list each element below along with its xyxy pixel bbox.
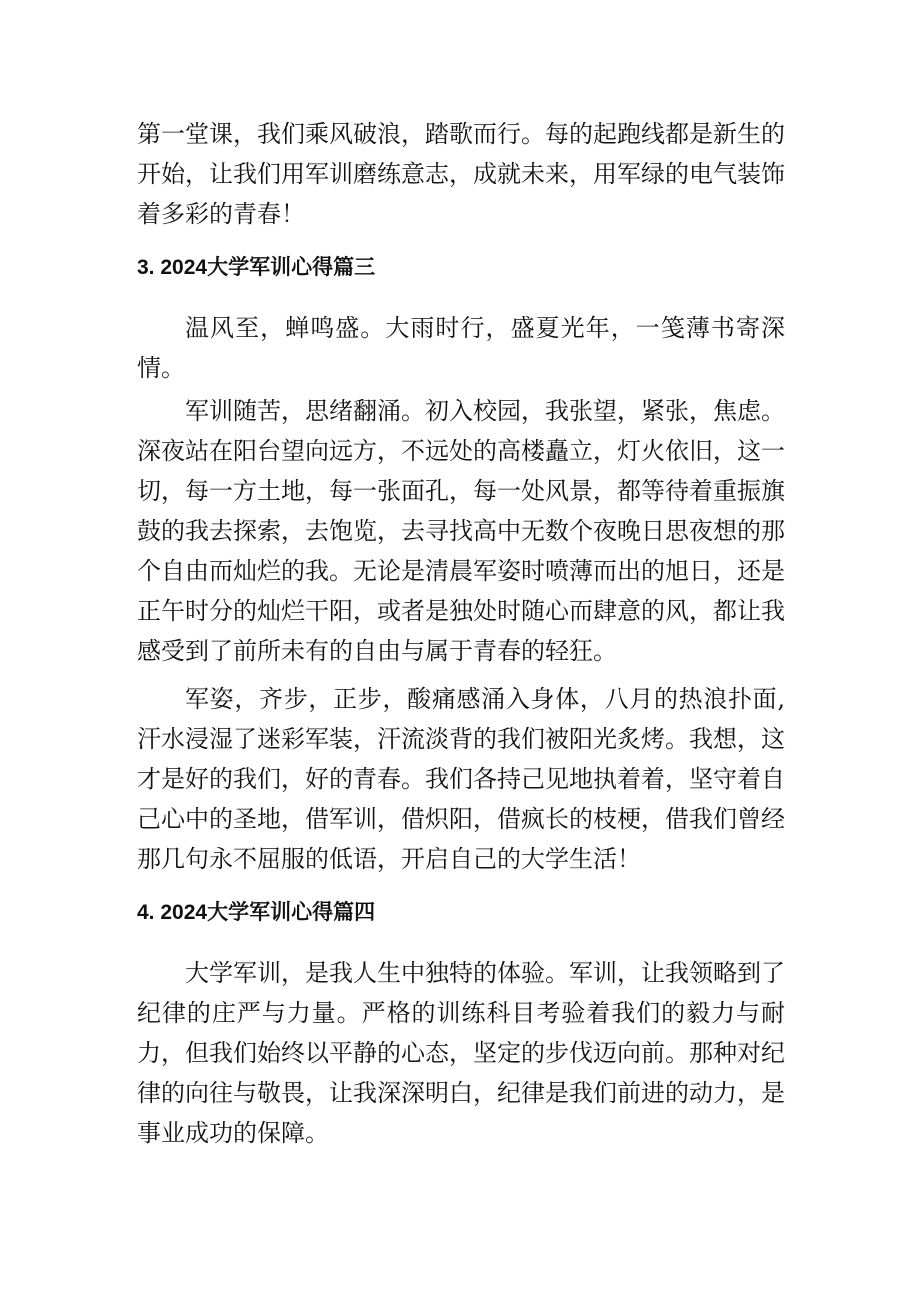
document-body — [137, 114, 785, 1153]
section4-paragraph-1: 大学军训，是我人生中独特的体验。军训，让我领略到了纪律的庄严与力量。严格的训练科目考验着我们的毅力与耐力，但我们始终以平静的心态，坚定的步伐迈向前。那种对纪律的向往与敬畏，让我深深明白，纪律是我们前进的动力，是事业成功的保障。 — [137, 959, 785, 1147]
section-heading-3: 3. 2024大学军训心得篇三 — [137, 256, 376, 279]
opening-paragraph: 第一堂课，我们乘风破浪，踏歌而行。每的起跑线都是新生的开始，让我们用军训磨练意志，成就未来，用军绿的电气装饰着多彩的青春！ — [137, 120, 785, 228]
section3-paragraph-2: 军训随苦，思绪翻涌。初入校园，我张望，紧张，焦虑。深夜站在阳台望向远方，不远处的高楼矗立，灯火依旧，这一切，每一方土地，每一张面孔，每一处风景，都等待着重振旗鼓的我去探索，去饱览，去寻找高中无数个夜晚日思夜想的那个自由而灿烂的我。无论是清晨军姿时喷薄而出的旭日，还是正午时分的灿烂干阳，或者是独处时随心而肆意的风，都让我感受到了前所未有的自由与属于青春的轻狂。 — [137, 397, 785, 665]
section3-paragraph-1: 温风至，蝉鸣盛。大雨时行，盛夏光年，一笺薄书寄深情。 — [137, 314, 785, 382]
section3-paragraph-3: 军姿，齐步，正步，酸痛感涌入身体，八月的热浪扑面,汗水浸湿了迷彩军装，汗流淡背的我们被阳光炙烤。我想，这才是好的我们，好的青春。我们各持己见地执着着，坚守着自己心中的圣地，借军训，借炽阳，借疯长的枝梗，借我们曾经那几句永不屈服的低语，开启自己的大学生活！ — [137, 685, 785, 873]
section-heading-4: 4. 2024大学军训心得篇四 — [137, 901, 376, 924]
